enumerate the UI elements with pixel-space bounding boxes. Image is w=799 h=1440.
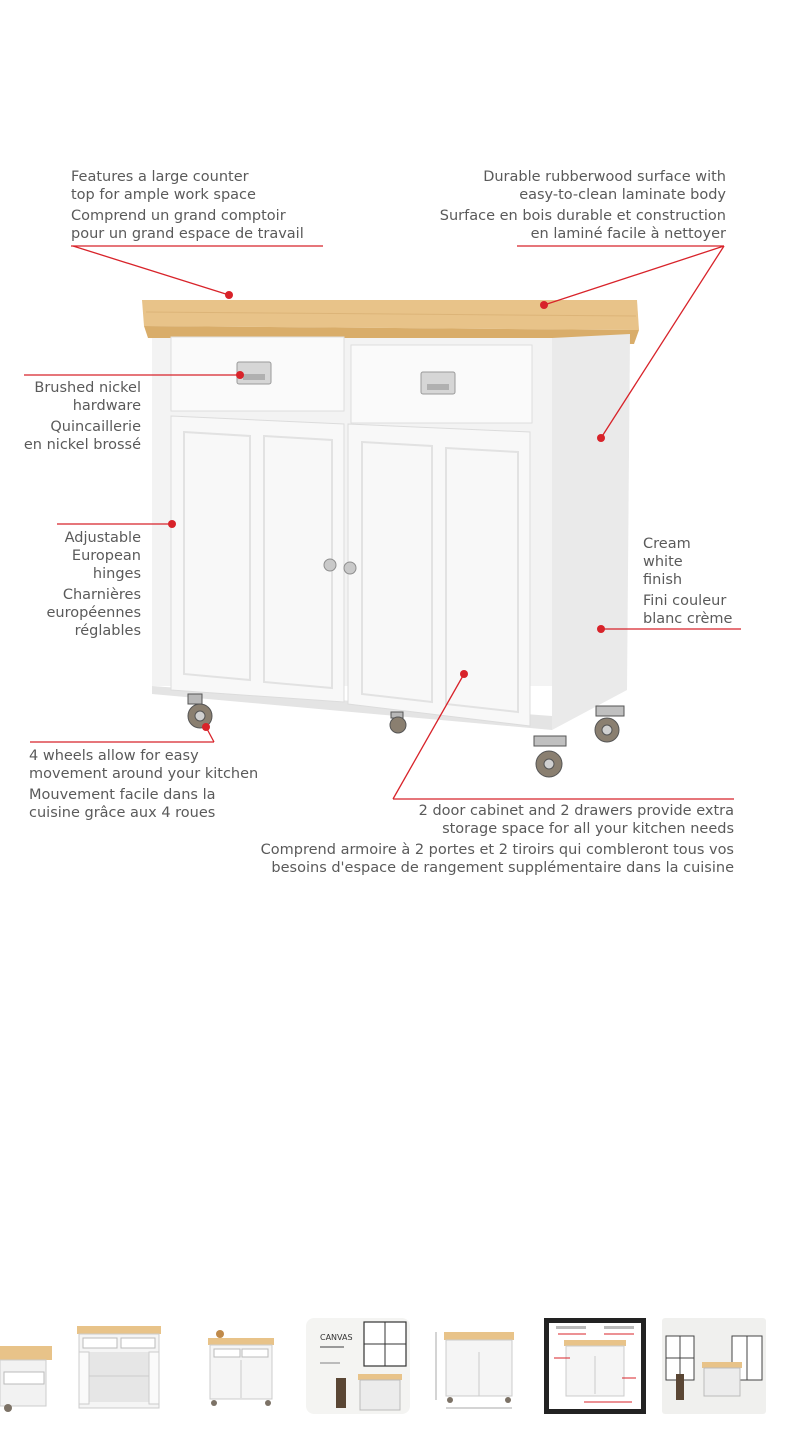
callout-storage-en-1: 2 door cabinet and 2 drawers provide extra	[418, 803, 734, 819]
callout-surface-en-2: easy-to-clean laminate body	[519, 187, 726, 203]
thumbnail-strip[interactable]	[0, 1312, 799, 1422]
callout-hinges-fr-2: européennes	[46, 605, 141, 621]
callout-counter	[71, 168, 304, 243]
callout-finish-fr-1: Fini couleur	[643, 593, 727, 609]
knob-right	[344, 562, 356, 574]
callout-wheels	[29, 747, 258, 822]
callout-hinges-en-1: Adjustable	[64, 530, 141, 546]
callout-hardware-en-2: hardware	[72, 398, 141, 414]
knob-left	[324, 559, 336, 571]
callout-storage-en-2: storage space for all your kitchen needs	[442, 821, 734, 837]
thumbnail-canvas-brand-card[interactable]	[306, 1318, 410, 1414]
callout-counter-fr-1: Comprend un grand comptoir	[71, 208, 286, 224]
thumbnail-cart-dimensions[interactable]	[430, 1318, 522, 1414]
callout-hardware-fr-2: en nickel brossé	[23, 437, 141, 453]
callout-counter-en-1: Features a large counter	[71, 169, 249, 185]
callout-storage	[261, 802, 734, 877]
callout-finish-en-2: white	[643, 554, 683, 570]
callout-wheels-fr-1: Mouvement facile dans la	[29, 787, 216, 803]
callout-wheels-en-1: 4 wheels allow for easy	[29, 748, 199, 764]
callout-hardware	[24, 379, 141, 454]
callout-surface-en-1: Durable rubberwood surface with	[483, 169, 726, 185]
thumbnail-cart-side-view[interactable]	[0, 1318, 52, 1414]
canvas-brand-text: CANVAS	[320, 1333, 353, 1342]
callout-hinges-en-3: hinges	[92, 566, 141, 582]
callout-surface	[440, 168, 726, 243]
callout-storage-fr-1: Comprend armoire à 2 portes et 2 tiroirs qui combleront tous vos	[260, 842, 734, 858]
callout-counter-en-2: top for ample work space	[71, 187, 256, 203]
callout-finish-fr-2: blanc crème	[643, 611, 733, 627]
thumbnail-cart-styled[interactable]	[202, 1318, 278, 1414]
callout-finish	[643, 535, 732, 628]
callout-finish-en-1: Cream	[643, 536, 691, 552]
cabinet-side	[552, 334, 630, 730]
door-left	[171, 416, 344, 702]
callout-wheels-fr-2: cuisine grâce aux 4 roues	[29, 805, 216, 821]
callout-counter-fr-2: pour un grand espace de travail	[71, 226, 304, 242]
callout-hardware-fr-1: Quincaillerie	[50, 419, 141, 435]
thumbnail-cart-open-doors[interactable]	[75, 1318, 163, 1414]
callout-surface-fr-2: en laminé facile à nettoyer	[530, 226, 726, 242]
callout-hinges-fr-3: réglables	[74, 623, 141, 639]
callout-finish-en-3: finish	[643, 572, 683, 588]
callout-hinges-en-2: European	[71, 548, 141, 564]
callout-surface-fr-1: Surface en bois durable et construction	[439, 208, 726, 224]
drawer-pull-right	[421, 372, 455, 394]
thumbnail-cart-in-kitchen[interactable]	[662, 1318, 766, 1414]
callout-wheels-en-2: movement around your kitchen	[29, 766, 259, 782]
thumbnail-cart-features-callouts[interactable]	[544, 1318, 646, 1414]
callout-storage-fr-2: besoins d'espace de rangement supplémentaire dans la cuisine	[271, 860, 734, 876]
door-right	[348, 424, 530, 726]
callout-hinges-fr-1: Charnières	[62, 587, 141, 603]
callout-hardware-en-1: Brushed nickel	[34, 380, 141, 396]
callout-hinges	[46, 529, 141, 640]
